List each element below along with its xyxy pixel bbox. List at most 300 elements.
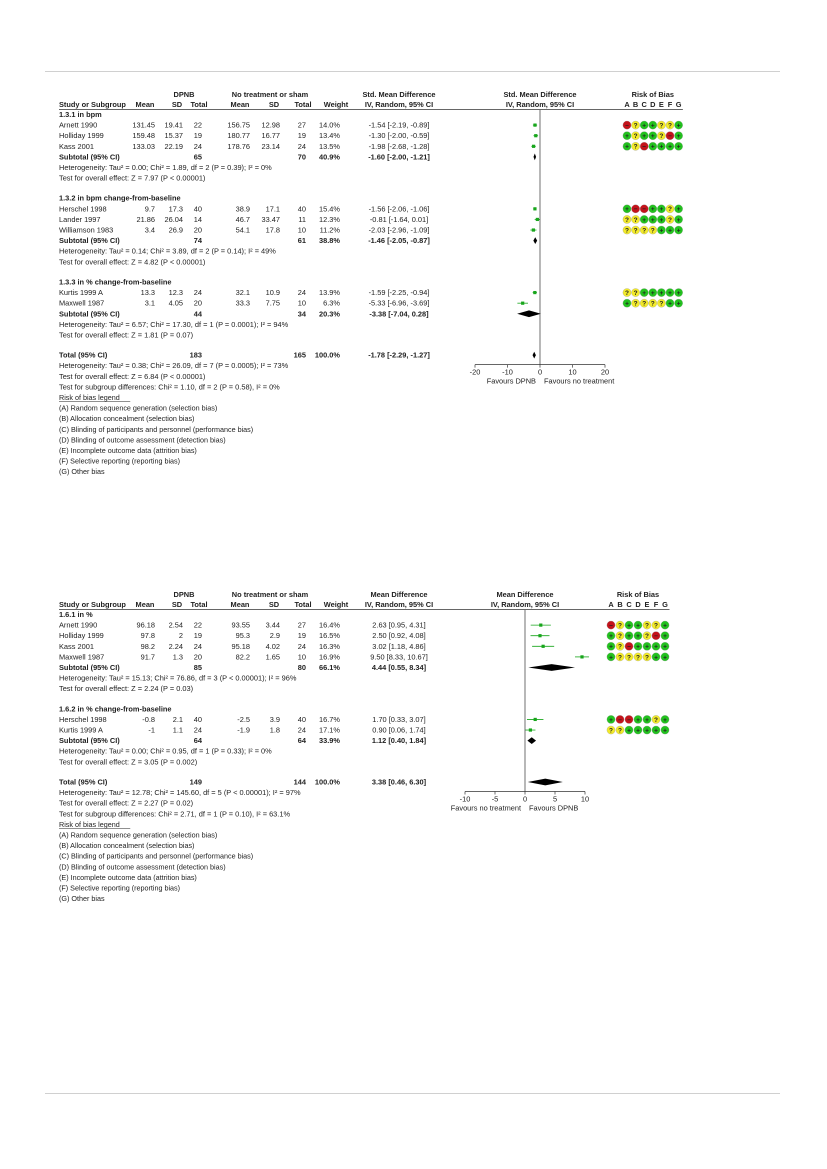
rob-symbol: + [645, 643, 649, 651]
footer-line: Heterogeneity: Tau² = 0.38; Chi² = 26.09, df = 7 (P = 0.0005); I² = 73% [59, 361, 289, 371]
subgroup-title: 1.6.2 in % change-from-baseline [59, 704, 172, 714]
n2-value: 19 [297, 631, 306, 641]
rob-symbol: + [676, 300, 681, 308]
overall-effect-text: Test for overall effect: Z = 7.97 (P < 0.00001) [59, 173, 206, 183]
subtotal-n2: 80 [297, 663, 306, 672]
weight-value: 16.9% [319, 652, 340, 662]
rob-legend-item: (A) Random sequence generation (selection bias) [59, 830, 218, 840]
rob-legend-item: (E) Incomplete outcome data (attrition bias) [59, 446, 197, 456]
study-col-header: Study or Subgroup [59, 100, 126, 109]
x-tick-label: -20 [469, 367, 481, 377]
sd2-header: SD [268, 600, 280, 609]
rob-symbol: ? [659, 133, 664, 141]
n1-value: 14 [193, 214, 202, 224]
rob-symbol: + [676, 216, 681, 224]
weight-value: 6.3% [323, 298, 340, 308]
ci-value: 2.50 [0.92, 4.08] [372, 631, 426, 641]
sd2-value: 10.9 [265, 288, 280, 298]
study-name: Maxwell 1987 [59, 298, 105, 308]
plot-method-header: IV, Random, 95% CI [490, 600, 560, 609]
rob-letter-c: C [641, 100, 647, 109]
point-estimate [533, 124, 536, 127]
rob-symbol: ? [618, 643, 622, 651]
n2-value: 24 [297, 725, 306, 735]
rob-symbol: + [676, 227, 681, 235]
rob-letter-g: G [662, 600, 668, 609]
rob-symbol: + [676, 143, 681, 151]
overall-effect-text: Test for overall effect: Z = 3.05 (P = 0.002) [59, 757, 198, 767]
rob-symbol: ? [633, 216, 638, 224]
plot-method-header: IV, Random, 95% CI [505, 100, 575, 109]
rob-symbol: ? [618, 633, 622, 641]
x-tick-label: 5 [552, 794, 558, 804]
rob-symbol: ? [668, 216, 672, 224]
sd1-value: 22.19 [164, 141, 183, 151]
x-tick-label: 0 [522, 794, 528, 804]
sd2-value: 2.9 [269, 631, 280, 641]
mean2-value: 95.3 [235, 631, 250, 641]
rob-legend-item: (D) Blinding of outcome assessment (detection bias) [59, 862, 226, 872]
total-diamond [528, 779, 563, 786]
study-name: Kurtis 1999 A [59, 288, 103, 298]
rob-symbol: ? [625, 227, 629, 235]
ci-value: 2.63 [0.95, 4.31] [372, 620, 426, 630]
rob-symbol: + [627, 727, 631, 735]
footer-line: Test for subgroup differences: Chi² = 1.10, df = 2 (P = 0.58), I² = 0% [59, 382, 280, 392]
rob-symbol: ? [618, 654, 622, 662]
weight-value: 11.2% [319, 225, 340, 235]
point-estimate [521, 302, 524, 305]
rob-symbol: + [663, 654, 667, 662]
sd1-value: 4.05 [168, 298, 183, 308]
x-tick-label: -5 [491, 794, 499, 804]
forest-plot-spo2 [0, 570, 827, 1090]
forest-plot-heart-rate [0, 0, 827, 570]
plot-header: Std. Mean Difference [503, 90, 577, 99]
study-name: Herschel 1998 [59, 204, 107, 214]
total2-header: Total [294, 600, 312, 609]
footer-line: Test for subgroup differences: Chi² = 2.71, df = 1 (P = 0.10), I² = 63.1% [59, 809, 291, 819]
point-estimate [542, 645, 545, 648]
weight-value: 16.4% [319, 620, 340, 630]
sd2-value: 1.65 [265, 652, 280, 662]
subtotal-n1: 64 [193, 736, 202, 746]
total-diamond [533, 352, 536, 359]
heterogeneity-text: Heterogeneity: Tau² = 0.14; Chi² = 3.89, df = 2 (P = 0.14); I² = 49% [59, 246, 276, 256]
rob-header: Risk of Bias [616, 590, 660, 599]
rob-symbol: + [663, 716, 667, 724]
rob-symbol: + [676, 206, 681, 214]
study-name: Herschel 1998 [59, 714, 107, 724]
rob-symbol: − [609, 622, 613, 630]
ci-value: 3.02 [1.18, 4.86] [372, 641, 426, 651]
method-header: IV, Random, 95% CI [364, 100, 434, 109]
rob-symbol: + [663, 633, 667, 641]
point-estimate [539, 624, 542, 627]
rob-legend-item: (C) Blinding of participants and personnel (performance bias) [59, 851, 254, 861]
rob-symbol: + [650, 289, 655, 297]
sd2-value: 17.1 [265, 204, 280, 214]
rob-symbol: − [654, 633, 658, 641]
rob-symbol: ? [633, 143, 638, 151]
subtotal-n2: 70 [297, 152, 306, 162]
mean1-value: 3.1 [144, 298, 155, 308]
weight-value: 12.3% [319, 214, 340, 224]
total2-header: Total [294, 100, 312, 109]
mean1-value: 97.8 [140, 631, 155, 641]
point-estimate [536, 218, 539, 221]
n1-value: 19 [193, 131, 202, 141]
mean1-value: 3.4 [144, 225, 155, 235]
rob-symbol: ? [625, 289, 629, 297]
weight-header: Weight [323, 100, 349, 109]
mean1-value: -1 [148, 725, 155, 735]
subtotal-diamond [517, 310, 541, 317]
mean1-value: 131.45 [132, 120, 155, 130]
rob-symbol: − [668, 133, 672, 141]
rob-symbol: ? [645, 633, 649, 641]
footer-line: Heterogeneity: Tau² = 12.78; Chi² = 145.60, df = 5 (P < 0.00001); I² = 97% [59, 788, 301, 798]
heterogeneity-text: Heterogeneity: Tau² = 15.13; Chi² = 76.86, df = 3 (P < 0.00001); I² = 96% [59, 673, 297, 683]
mean1-value: 13.3 [140, 288, 155, 298]
weight-value: 14.0% [319, 120, 340, 130]
total-n2: 144 [293, 777, 306, 787]
mean1-value: 133.03 [132, 141, 155, 151]
rob-symbol: + [642, 122, 647, 130]
rob-symbol: ? [618, 727, 622, 735]
rob-letter-d: D [635, 600, 641, 609]
rob-legend-item: (A) Random sequence generation (selection bias) [59, 403, 218, 413]
subtotal-ci: 1.12 [0.40, 1.84] [371, 736, 427, 746]
rob-symbol: ? [625, 216, 629, 224]
rob-symbol: + [676, 122, 681, 130]
rob-legend-title: Risk of bias legend [59, 393, 120, 403]
rob-symbol: + [609, 633, 613, 641]
rob-symbol: ? [668, 122, 672, 130]
sd2-value: 4.02 [265, 641, 280, 651]
weight-value: 13.4% [319, 131, 340, 141]
rob-symbol: + [659, 227, 664, 235]
rob-symbol: + [663, 643, 667, 651]
rob-symbol: ? [633, 289, 638, 297]
n2-value: 40 [297, 714, 306, 724]
subtotal-diamond [533, 237, 537, 244]
point-estimate [529, 728, 532, 731]
rob-legend-item: (F) Selective reporting (reporting bias) [59, 883, 181, 893]
rob-symbol: ? [633, 133, 638, 141]
subtotal-ci: -3.38 [-7.04, 0.28] [369, 309, 429, 319]
rob-symbol: + [625, 206, 629, 214]
method-header: IV, Random, 95% CI [364, 600, 434, 609]
subtotal-label: Subtotal (95% CI) [59, 663, 120, 672]
rob-letter-e: E [644, 600, 650, 609]
rob-symbol: + [659, 143, 664, 151]
subgroup-title: 1.3.1 in bpm [59, 110, 102, 119]
sd2-value: 23.14 [261, 141, 280, 151]
n2-value: 10 [297, 652, 306, 662]
n1-value: 24 [193, 141, 202, 151]
rob-symbol: + [663, 727, 667, 735]
rob-symbol: + [627, 622, 631, 630]
rob-symbol: + [659, 289, 664, 297]
total-n1: 183 [189, 350, 202, 360]
subtotal-label: Subtotal (95% CI) [59, 736, 120, 746]
rob-symbol: ? [636, 654, 640, 662]
total-label: Total (95% CI) [59, 777, 108, 787]
point-estimate [534, 718, 537, 721]
ci-value: 0.90 [0.06, 1.74] [372, 725, 426, 735]
rob-symbol: + [676, 289, 681, 297]
rob-legend-item: (G) Other bias [59, 894, 105, 904]
rob-letter-a: A [608, 600, 614, 609]
sd2-value: 17.8 [265, 225, 280, 235]
total1-header: Total [190, 100, 208, 109]
weight-value: 13.5% [319, 141, 340, 151]
point-estimate [532, 145, 535, 148]
subtotal-weight: 40.9% [319, 152, 340, 162]
rob-symbol: − [642, 143, 647, 151]
sd1-value: 1.1 [172, 725, 183, 735]
mean1-value: -0.8 [142, 714, 155, 724]
ci-value: 1.70 [0.33, 3.07] [372, 714, 426, 724]
rob-symbol: ? [633, 300, 638, 308]
rob-symbol: ? [645, 654, 649, 662]
rob-legend-item: (G) Other bias [59, 467, 105, 477]
effect-header: Std. Mean Difference [362, 90, 436, 99]
rob-symbol: − [642, 206, 647, 214]
footer-line: Test for overall effect: Z = 2.27 (P = 0.02) [59, 798, 194, 808]
ci-value: -5.33 [-6.96, -3.69] [368, 298, 430, 308]
rob-letter-f: F [653, 600, 659, 609]
mean2-value: 38.9 [235, 204, 250, 214]
mean2-value: -1.9 [237, 725, 250, 735]
rob-symbol: + [645, 727, 649, 735]
mean1-value: 9.7 [144, 204, 155, 214]
rob-legend-item: (E) Incomplete outcome data (attrition bias) [59, 872, 197, 882]
x-tick-label: 10 [568, 367, 577, 377]
favours-right-label: Favours DPNB [529, 803, 579, 813]
rob-symbol: ? [627, 654, 631, 662]
subtotal-ci: 4.44 [0.55, 8.34] [371, 663, 427, 672]
mean2-value: 82.2 [235, 652, 250, 662]
n1-value: 19 [193, 631, 202, 641]
rob-symbol: ? [659, 300, 664, 308]
overall-effect-text: Test for overall effect: Z = 1.81 (P = 0.07) [59, 330, 194, 340]
effect-header: Mean Difference [370, 590, 428, 599]
rob-symbol: + [668, 143, 672, 151]
rob-symbol: + [659, 216, 664, 224]
n1-value: 20 [193, 225, 202, 235]
study-name: Kass 2001 [59, 141, 94, 151]
n1-value: 24 [193, 641, 202, 651]
rob-symbol: + [642, 289, 647, 297]
subgroup-title: 1.3.3 in % change-from-baseline [59, 277, 172, 287]
footer-line: Test for overall effect: Z = 6.84 (P < 0.00001) [59, 371, 206, 381]
overall-effect-text: Test for overall effect: Z = 4.82 (P < 0.00001) [59, 257, 206, 267]
n2-value: 40 [297, 204, 306, 214]
ci-value: -1.98 [-2.68, -1.28] [368, 141, 430, 151]
subtotal-ci: -1.60 [-2.00, -1.21] [368, 152, 430, 162]
mean1-value: 21.86 [136, 214, 155, 224]
subtotal-n2: 64 [297, 736, 306, 746]
point-estimate [580, 655, 583, 658]
sd2-value: 33.47 [261, 214, 280, 224]
total1-header: Total [190, 600, 208, 609]
total-n1: 149 [189, 777, 202, 787]
rob-symbol: + [642, 216, 647, 224]
rob-symbol: + [650, 206, 655, 214]
mean1-value: 91.7 [140, 652, 155, 662]
subtotal-n2: 34 [297, 309, 306, 319]
total-n2: 165 [293, 350, 306, 360]
rob-symbol: ? [633, 227, 638, 235]
rob-letter-g: G [675, 100, 682, 109]
subtotal-diamond [527, 737, 536, 744]
rob-symbol: + [650, 216, 655, 224]
n1-value: 40 [193, 714, 202, 724]
n2-value: 19 [297, 131, 306, 141]
rob-symbol: + [636, 633, 640, 641]
subtotal-label: Subtotal (95% CI) [59, 309, 120, 319]
sd1-value: 2.54 [168, 620, 183, 630]
weight-value: 16.5% [319, 631, 340, 641]
rob-symbol: ? [659, 122, 664, 130]
total-weight: 100.0% [314, 350, 340, 360]
sd1-header: SD [171, 600, 183, 609]
rob-letter-a: A [624, 100, 630, 109]
n2-value: 24 [297, 641, 306, 651]
sd1-value: 1.3 [172, 652, 183, 662]
weight-value: 17.1% [319, 725, 340, 735]
sd1-value: 2.1 [172, 714, 183, 724]
ci-value: 9.50 [8.33, 10.67] [370, 652, 428, 662]
sd2-value: 12.98 [261, 120, 280, 130]
favours-left-label: Favours DPNB [486, 376, 536, 386]
point-estimate [533, 207, 536, 210]
mean2-value: 46.7 [235, 214, 250, 224]
point-estimate [532, 228, 535, 231]
sd2-header: SD [268, 100, 280, 109]
sd1-value: 12.3 [168, 288, 183, 298]
mean2-value: 95.18 [231, 641, 250, 651]
heterogeneity-text: Heterogeneity: Tau² = 0.00; Chi² = 0.95, df = 1 (P = 0.33); I² = 0% [59, 746, 272, 756]
n2-value: 27 [297, 620, 306, 630]
study-name: Kurtis 1999 A [59, 725, 103, 735]
heterogeneity-text: Heterogeneity: Tau² = 6.57; Chi² = 17.30, df = 1 (P = 0.0001); I² = 94% [59, 319, 289, 329]
rob-symbol: + [645, 716, 649, 724]
rob-symbol: + [609, 716, 613, 724]
rob-symbol: − [627, 716, 631, 724]
rob-legend-item: (C) Blinding of participants and personnel (performance bias) [59, 424, 254, 434]
rob-symbol: − [618, 716, 622, 724]
rob-symbol: + [627, 633, 631, 641]
weight-value: 16.3% [319, 641, 340, 651]
rob-symbol: + [636, 622, 640, 630]
rob-header: Risk of Bias [631, 90, 674, 99]
rob-symbol: − [633, 206, 638, 214]
rob-symbol: ? [642, 227, 647, 235]
n1-value: 24 [193, 288, 202, 298]
rob-symbol: + [609, 654, 613, 662]
rob-symbol: + [668, 289, 672, 297]
study-name: Arnett 1990 [59, 120, 98, 130]
subgroup-title: 1.6.1 in % [59, 610, 93, 619]
mean2-header: Mean [230, 100, 250, 109]
subtotal-n1: 85 [193, 663, 202, 672]
rob-symbol: ? [618, 622, 622, 630]
study-name: Arnett 1990 [59, 620, 98, 630]
sd1-value: 26.9 [168, 225, 183, 235]
mean1-value: 159.48 [132, 131, 155, 141]
sd1-value: 19.41 [164, 120, 183, 130]
n1-value: 20 [193, 652, 202, 662]
n2-value: 10 [297, 298, 306, 308]
ci-value: -0.81 [-1.64, 0.01] [369, 214, 429, 224]
rob-symbol: ? [654, 716, 658, 724]
mean2-value: 33.3 [235, 298, 250, 308]
rob-letter-b: B [617, 600, 623, 609]
sd1-value: 15.37 [164, 131, 183, 141]
rob-symbol: + [636, 716, 640, 724]
sd2-value: 3.44 [265, 620, 280, 630]
rob-symbol: + [659, 206, 664, 214]
study-name: Lander 1997 [59, 214, 101, 224]
mean2-value: -2.5 [237, 714, 250, 724]
rob-letter-e: E [658, 100, 664, 109]
x-tick-label: -10 [502, 367, 513, 377]
total-weight: 100.0% [314, 777, 340, 787]
study-name: Maxwell 1987 [59, 652, 105, 662]
n1-value: 24 [193, 725, 202, 735]
total-label: Total (95% CI) [59, 350, 108, 360]
subgroup-title: 1.3.2 in bpm change-from-baseline [59, 193, 181, 203]
rob-symbol: + [668, 227, 672, 235]
ci-value: -2.03 [-2.96, -1.09] [368, 225, 430, 235]
subtotal-label: Subtotal (95% CI) [59, 152, 120, 162]
rob-symbol: + [663, 622, 667, 630]
rob-symbol: + [650, 143, 655, 151]
study-col-header: Study or Subgroup [59, 600, 126, 609]
rob-letter-c: C [626, 600, 632, 609]
rob-symbol: + [654, 654, 658, 662]
favours-left-label: Favours no treatment [450, 803, 521, 813]
subtotal-diamond [528, 664, 575, 671]
ci-value: -1.59 [-2.25, -0.94] [368, 288, 430, 298]
sd1-value: 17.3 [168, 204, 183, 214]
mean2-value: 178.76 [227, 141, 250, 151]
rob-symbol: + [625, 300, 629, 308]
rob-legend-item: (B) Allocation concealment (selection bias) [59, 414, 195, 424]
group1-header: DPNB [173, 590, 195, 599]
n1-value: 40 [193, 204, 202, 214]
rob-symbol: ? [609, 727, 613, 735]
x-tick-label: 10 [580, 794, 590, 804]
rob-letter-d: D [650, 100, 656, 109]
plot-header: Mean Difference [496, 590, 554, 599]
group2-header: No treatment or sham [231, 90, 309, 99]
mean2-value: 93.55 [231, 620, 250, 630]
mean2-value: 54.1 [235, 225, 250, 235]
ci-value: -1.56 [-2.06, -1.06] [368, 204, 430, 214]
mean1-header: Mean [135, 600, 155, 609]
sd2-value: 16.77 [261, 131, 280, 141]
subtotal-weight: 33.9% [319, 736, 340, 746]
rob-symbol: + [636, 643, 640, 651]
subtotal-weight: 20.3% [319, 309, 340, 319]
rob-symbol: + [650, 133, 655, 141]
rob-symbol: + [668, 300, 672, 308]
study-name: Williamson 1983 [59, 225, 114, 235]
